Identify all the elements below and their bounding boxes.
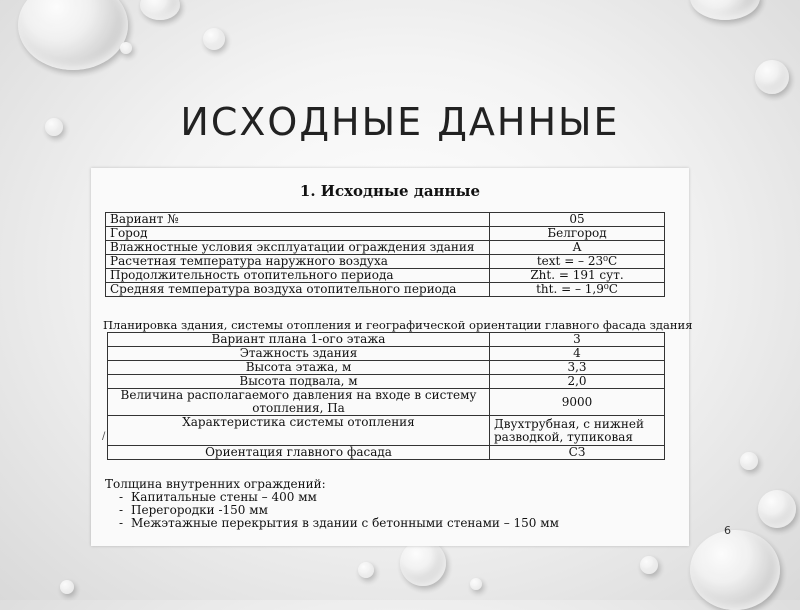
row-value: Двухтрубная, с нижней разводкой, тупиковая <box>490 416 665 446</box>
page-number: 6 <box>724 524 731 537</box>
table-row <box>106 255 665 269</box>
water-drop-decoration <box>740 452 758 470</box>
list-item: - Межэтажные перекрытия в здании с бетонными стенами – 150 мм <box>119 516 559 530</box>
list-item: - Перегородки -150 мм <box>119 503 268 517</box>
walls-heading: Толщина внутренних ограждений: <box>105 477 326 491</box>
row-value: СЗ <box>490 446 665 460</box>
row-value: 9000 <box>490 389 665 416</box>
water-drop-decoration <box>470 578 482 590</box>
initial-data-table <box>105 212 665 297</box>
row-label: Средняя температура воздуха отопительного периода <box>106 283 490 297</box>
water-drop-decoration <box>755 60 789 94</box>
row-value: 3,3 <box>490 361 665 375</box>
table-row <box>108 333 665 347</box>
table-row <box>108 375 665 389</box>
list-item: - Капитальные стены – 400 мм <box>119 490 317 504</box>
water-drop-decoration <box>120 42 132 54</box>
internal-walls-section <box>105 478 559 530</box>
row-label: Ориентация главного фасада <box>108 446 490 460</box>
row-label: Высота подвала, м <box>108 375 490 389</box>
row-label: Высота этажа, м <box>108 361 490 375</box>
list-item-text: Капитальные стены – 400 мм <box>131 490 317 504</box>
water-drop-decoration <box>400 540 446 586</box>
row-label: Вариант плана 1-ого этажа <box>108 333 490 347</box>
slide-title: ИСХОДНЫЕ ДАННЫЕ <box>180 100 620 144</box>
water-drop-decoration <box>690 0 760 20</box>
building-layout-table <box>107 332 665 460</box>
row-value: text = – 23⁰С <box>490 255 665 269</box>
row-value: 3 <box>490 333 665 347</box>
water-drop-decoration <box>758 490 796 528</box>
row-label: Город <box>106 227 490 241</box>
row-label: Характеристика системы отопления <box>108 416 490 446</box>
table-row <box>106 213 665 227</box>
table-row <box>108 389 665 416</box>
water-drop-decoration <box>203 28 225 50</box>
table-row <box>108 446 665 460</box>
margin-mark: / <box>102 431 106 442</box>
water-drop-decoration <box>640 556 658 574</box>
row-label: Продолжительность отопительного периода <box>106 269 490 283</box>
row-value: Zht. = 191 сут. <box>490 269 665 283</box>
row-value: tht. = – 1,9⁰С <box>490 283 665 297</box>
row-label: Величина располагаемого давления на входе в систему отопления, Па <box>108 389 490 416</box>
water-drop-decoration <box>358 562 374 578</box>
row-value: 05 <box>490 213 665 227</box>
list-item-text: Межэтажные перекрытия в здании с бетонными стенами – 150 мм <box>131 516 559 530</box>
water-drop-decoration <box>140 0 180 20</box>
row-label: Влажностные условия эксплуатации ограждения здания <box>106 241 490 255</box>
table-row <box>106 269 665 283</box>
row-value: 2,0 <box>490 375 665 389</box>
section-caption: Планировка здания, системы отопления и географической ориентации главного фасада здания <box>103 318 693 332</box>
scanned-document <box>91 168 693 546</box>
table-row <box>108 361 665 375</box>
water-drop-decoration <box>18 0 128 70</box>
row-value: Белгород <box>490 227 665 241</box>
row-value: А <box>490 241 665 255</box>
row-label: Расчетная температура наружного воздуха <box>106 255 490 269</box>
list-item-text: Перегородки -150 мм <box>131 503 268 517</box>
table-row <box>108 416 665 446</box>
document-heading: 1. Исходные данные <box>299 182 481 200</box>
table-row <box>106 241 665 255</box>
row-label: Вариант № <box>106 213 490 227</box>
table-row <box>108 347 665 361</box>
water-drop-decoration <box>690 530 780 610</box>
row-label: Этажность здания <box>108 347 490 361</box>
water-drop-decoration <box>60 580 74 594</box>
table-row <box>106 227 665 241</box>
table-row <box>106 283 665 297</box>
row-value: 4 <box>490 347 665 361</box>
